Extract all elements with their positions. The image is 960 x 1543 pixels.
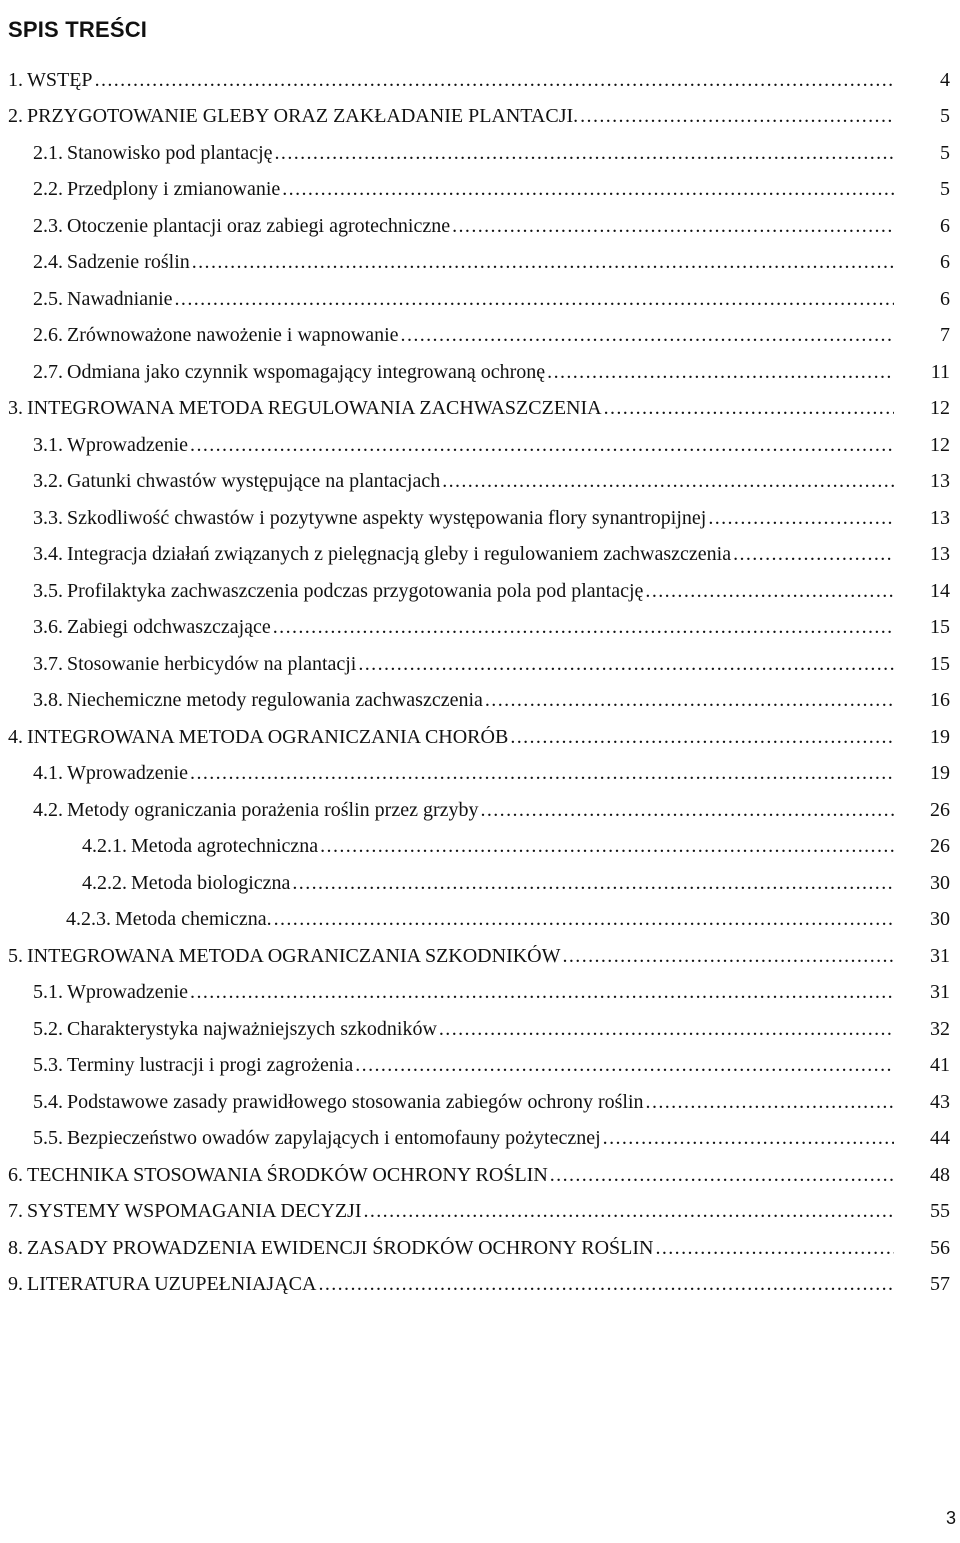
dot-leader	[361, 1200, 894, 1223]
toc-entry-title: Stosowanie herbicydów na plantacji	[67, 652, 357, 675]
dot-leader	[450, 215, 894, 238]
toc-entry[interactable]	[0, 1267, 960, 1304]
dot-leader	[356, 653, 894, 676]
toc-entry-page: 26	[930, 835, 950, 858]
toc-entry[interactable]	[0, 646, 960, 683]
toc-entry-label	[33, 1091, 894, 1114]
toc-entry-page: 15	[930, 652, 950, 675]
toc-entry-number: 2.3.	[33, 214, 63, 237]
toc-entry-page: 4	[940, 68, 950, 91]
toc-entry[interactable]	[0, 792, 960, 829]
toc-entry-title: Niechemiczne metody regulowania zachwaszczenia	[67, 689, 483, 712]
dot-leader	[273, 142, 894, 165]
toc-entry-number: 3.3.	[33, 506, 63, 529]
toc-entry-page: 5	[940, 105, 950, 128]
dot-leader	[173, 288, 894, 311]
toc-entry-title: Przedplony i zmianowanie	[67, 178, 281, 201]
toc-entry-title: Wprowadzenie	[67, 762, 189, 785]
table-of-contents	[0, 62, 960, 1303]
toc-entry-number: 4.2.1.	[82, 835, 127, 858]
toc-entry[interactable]	[0, 1194, 960, 1231]
toc-entry-page: 6	[940, 287, 950, 310]
toc-entry-number: 1.	[8, 68, 23, 91]
toc-entry-page: 30	[930, 908, 950, 931]
toc-entry-page: 6	[940, 251, 950, 274]
toc-entry-label	[8, 69, 894, 92]
toc-entry-title: SYSTEMY WSPOMAGANIA DECYZJI	[27, 1200, 362, 1223]
toc-entry-number: 8.	[8, 1236, 23, 1259]
toc-entry[interactable]	[0, 281, 960, 318]
toc-entry[interactable]	[0, 1048, 960, 1085]
toc-entry-page: 7	[940, 324, 950, 347]
toc-entry-page: 19	[930, 762, 950, 785]
toc-entry-label	[33, 799, 894, 822]
toc-entry-title: LITERATURA UZUPEŁNIAJĄCA	[27, 1273, 317, 1296]
toc-entry-page: 31	[930, 981, 950, 1004]
toc-entry-number: 2.6.	[33, 324, 63, 347]
toc-entry-label	[33, 215, 894, 238]
toc-entry[interactable]	[0, 135, 960, 172]
toc-entry-title: Metoda biologiczna	[131, 871, 291, 894]
toc-entry-label	[82, 835, 894, 858]
toc-entry-label	[8, 945, 894, 968]
toc-entry-label	[33, 543, 894, 566]
dot-leader	[601, 1127, 894, 1150]
toc-entry-title: Metoda agrotechniczna	[131, 835, 319, 858]
toc-entry[interactable]	[0, 500, 960, 537]
toc-entry-label	[8, 105, 894, 128]
toc-entry-label	[8, 1200, 894, 1223]
toc-entry-number: 3.8.	[33, 689, 63, 712]
toc-entry[interactable]	[0, 1011, 960, 1048]
toc-entry-page: 41	[930, 1054, 950, 1077]
toc-entry-page: 57	[930, 1273, 950, 1296]
toc-entry-page: 16	[930, 689, 950, 712]
dot-leader	[316, 1273, 894, 1296]
toc-entry-label	[33, 981, 894, 1004]
toc-entry-page: 30	[930, 871, 950, 894]
toc-entry-number: 9.	[8, 1273, 23, 1296]
toc-entry-page: 12	[930, 397, 950, 420]
toc-entry[interactable]	[0, 683, 960, 720]
toc-entry-title: Zrównoważone nawożenie i wapnowanie	[67, 324, 399, 347]
toc-entry-label	[82, 872, 894, 895]
toc-entry-number: 3.6.	[33, 616, 63, 639]
toc-entry-page: 56	[930, 1236, 950, 1259]
toc-entry-number: 4.2.2.	[82, 871, 127, 894]
toc-entry[interactable]	[0, 902, 960, 939]
toc-entry-number: 5.1.	[33, 981, 63, 1004]
dot-leader	[478, 799, 894, 822]
dot-leader	[440, 470, 894, 493]
dot-leader	[437, 1018, 894, 1041]
dot-leader	[190, 251, 894, 274]
toc-entry-number: 3.	[8, 397, 23, 420]
toc-entry-title: Profilaktyka zachwaszczenia podczas przygotowania pola pod plantację	[67, 579, 644, 602]
toc-entry-label	[33, 1018, 894, 1041]
toc-entry[interactable]	[0, 1230, 960, 1267]
toc-entry[interactable]	[0, 938, 960, 975]
toc-entry-page: 14	[930, 579, 950, 602]
toc-entry-number: 2.4.	[33, 251, 63, 274]
toc-entry-label	[33, 142, 894, 165]
toc-entry-title: Terminy lustracji i progi zagrożenia	[67, 1054, 354, 1077]
toc-entry-label	[8, 1237, 894, 1260]
toc-entry-number: 5.5.	[33, 1127, 63, 1150]
toc-entry-title: Metody ograniczania porażenia roślin przez grzyby	[67, 798, 479, 821]
toc-entry-label	[33, 507, 894, 530]
toc-entry-title: Integracja działań związanych z pielęgnacją gleby i regulowaniem zachwaszczenia	[67, 543, 732, 566]
toc-entry[interactable]	[0, 537, 960, 574]
toc-entry-label	[33, 1127, 894, 1150]
toc-entry-page: 13	[930, 506, 950, 529]
toc-entry[interactable]	[0, 62, 960, 99]
toc-entry-title: INTEGROWANA METODA OGRANICZANIA CHORÓB	[27, 725, 509, 748]
dot-leader	[271, 616, 894, 639]
toc-entry-label	[8, 397, 894, 420]
toc-entry[interactable]	[0, 829, 960, 866]
toc-entry-number: 7.	[8, 1200, 23, 1223]
toc-entry-page: 19	[930, 725, 950, 748]
toc-entry-page: 5	[940, 141, 950, 164]
toc-entry-page: 31	[930, 944, 950, 967]
toc-entry-label	[33, 580, 894, 603]
toc-entry-number: 4.2.3.	[66, 908, 111, 931]
toc-entry-label	[33, 178, 894, 201]
toc-entry-title: Charakterystyka najważniejszych szkodników	[67, 1017, 437, 1040]
dot-leader	[280, 178, 894, 201]
toc-entry[interactable]	[0, 1121, 960, 1158]
toc-entry-number: 2.7.	[33, 360, 63, 383]
toc-entry[interactable]	[0, 756, 960, 793]
dot-leader	[290, 872, 894, 895]
toc-entry-title: Odmiana jako czynnik wspomagający integrowaną ochronę	[67, 360, 546, 383]
toc-entry-page: 48	[930, 1163, 950, 1186]
toc-entry-label	[66, 908, 894, 931]
toc-entry-page: 11	[930, 360, 950, 383]
toc-entry[interactable]	[0, 865, 960, 902]
dot-leader	[602, 397, 894, 420]
toc-entry-label	[33, 616, 894, 639]
dot-leader	[353, 1054, 894, 1077]
toc-entry-number: 2.5.	[33, 287, 63, 310]
toc-entry-number: 3.1.	[33, 433, 63, 456]
dot-leader	[643, 580, 894, 603]
toc-entry-page: 32	[930, 1017, 950, 1040]
toc-entry-title: Nawadnianie	[67, 287, 173, 310]
dot-leader	[508, 726, 894, 749]
toc-entry-label	[33, 689, 894, 712]
toc-entry-title: Sadzenie roślin	[67, 251, 190, 274]
toc-entry-number: 4.1.	[33, 762, 63, 785]
toc-entry[interactable]	[0, 464, 960, 501]
toc-entry-title: Stanowisko pod plantację	[67, 141, 273, 164]
toc-entry-number: 3.5.	[33, 579, 63, 602]
toc-entry-title: Podstawowe zasady prawidłowego stosowania zabiegów ochrony roślin	[67, 1090, 644, 1113]
toc-entry[interactable]	[0, 391, 960, 428]
dot-leader	[318, 835, 894, 858]
toc-entry-page: 43	[930, 1090, 950, 1113]
toc-entry-title: Szkodliwość chwastów i pozytywne aspekty występowania flory synantropijnej	[67, 506, 707, 529]
dot-leader	[548, 1164, 894, 1187]
dot-leader	[731, 543, 894, 566]
toc-entry-title: INTEGROWANA METODA REGULOWANIA ZACHWASZCZENIA	[27, 397, 602, 420]
toc-entry-title: TECHNIKA STOSOWANIA ŚRODKÓW OCHRONY ROŚLIN	[27, 1163, 548, 1186]
toc-entry-number: 3.2.	[33, 470, 63, 493]
toc-entry-page: 44	[930, 1127, 950, 1150]
toc-entry-number: 5.2.	[33, 1017, 63, 1040]
dot-leader	[483, 689, 894, 712]
toc-entry[interactable]	[0, 99, 960, 136]
toc-entry[interactable]	[0, 975, 960, 1012]
toc-entry-label	[33, 434, 894, 457]
toc-entry-number: 2.	[8, 105, 23, 128]
toc-entry[interactable]	[0, 318, 960, 355]
toc-entry-label	[33, 1054, 894, 1077]
toc-entry-page: 15	[930, 616, 950, 639]
toc-entry-page: 12	[930, 433, 950, 456]
dot-leader	[706, 507, 894, 530]
dot-leader	[188, 434, 894, 457]
toc-entry[interactable]	[0, 610, 960, 647]
toc-entry-label	[33, 470, 894, 493]
toc-entry[interactable]	[0, 1084, 960, 1121]
toc-entry-title: Zabiegi odchwaszczające	[67, 616, 271, 639]
toc-entry[interactable]	[0, 1157, 960, 1194]
footer-page-number: 3	[945, 1508, 956, 1528]
toc-entry-title: WSTĘP	[27, 68, 93, 91]
toc-entry-page: 55	[930, 1200, 950, 1223]
toc-entry-page: 6	[940, 214, 950, 237]
toc-entry-number: 4.2.	[33, 798, 63, 821]
toc-entry-label	[33, 251, 894, 274]
toc-entry[interactable]	[0, 208, 960, 245]
toc-entry-title: Gatunki chwastów występujące na plantacjach	[67, 470, 441, 493]
toc-entry-title: ZASADY PROWADZENIA EWIDENCJI ŚRODKÓW OCHRONY ROŚLIN	[27, 1236, 654, 1259]
toc-entry-number: 2.2.	[33, 178, 63, 201]
toc-entry[interactable]	[0, 719, 960, 756]
dot-leader	[188, 981, 894, 1004]
toc-entry-title: Otoczenie plantacji oraz zabiegi agrotechniczne	[67, 214, 451, 237]
toc-entry-title: Wprowadzenie	[67, 433, 189, 456]
toc-entry-title: Metoda chemiczna.	[115, 908, 272, 931]
page-title: SPIS TREŚCI	[8, 16, 148, 42]
toc-entry-number: 5.3.	[33, 1054, 63, 1077]
toc-entry-label	[8, 726, 894, 749]
toc-entry-number: 2.1.	[33, 141, 63, 164]
toc-entry[interactable]	[0, 172, 960, 209]
toc-entry[interactable]	[0, 245, 960, 282]
toc-entry-title: Wprowadzenie	[67, 981, 189, 1004]
dot-leader	[644, 1091, 894, 1114]
dot-leader	[399, 324, 894, 347]
toc-entry-page: 5	[940, 178, 950, 201]
toc-entry-number: 5.	[8, 944, 23, 967]
toc-entry-label	[33, 361, 894, 384]
toc-entry-number: 5.4.	[33, 1090, 63, 1113]
toc-entry-title: PRZYGOTOWANIE GLEBY ORAZ ZAKŁADANIE PLANTACJI.	[27, 105, 579, 128]
toc-entry[interactable]	[0, 573, 960, 610]
toc-entry-page: 13	[930, 543, 950, 566]
dot-leader	[578, 105, 894, 128]
dot-leader	[653, 1237, 894, 1260]
toc-entry-label	[33, 762, 894, 785]
toc-entry-page: 26	[930, 798, 950, 821]
toc-entry-number: 3.4.	[33, 543, 63, 566]
toc-entry[interactable]	[0, 354, 960, 391]
toc-entry-number: 3.7.	[33, 652, 63, 675]
toc-entry-label	[8, 1164, 894, 1187]
dot-leader	[272, 908, 894, 931]
toc-entry-label	[33, 653, 894, 676]
toc-entry-title: Bezpieczeństwo owadów zapylających i entomofauny pożytecznej	[67, 1127, 601, 1150]
dot-leader	[188, 762, 894, 785]
toc-entry-label	[33, 324, 894, 347]
toc-entry-number: 6.	[8, 1163, 23, 1186]
dot-leader	[545, 361, 894, 384]
toc-entry-number: 4.	[8, 725, 23, 748]
dot-leader	[93, 69, 894, 92]
toc-entry[interactable]	[0, 427, 960, 464]
toc-entry-title: INTEGROWANA METODA OGRANICZANIA SZKODNIKÓW	[27, 944, 561, 967]
toc-entry-page: 13	[930, 470, 950, 493]
dot-leader	[561, 945, 895, 968]
toc-entry-label	[8, 1273, 894, 1296]
toc-entry-label	[33, 288, 894, 311]
